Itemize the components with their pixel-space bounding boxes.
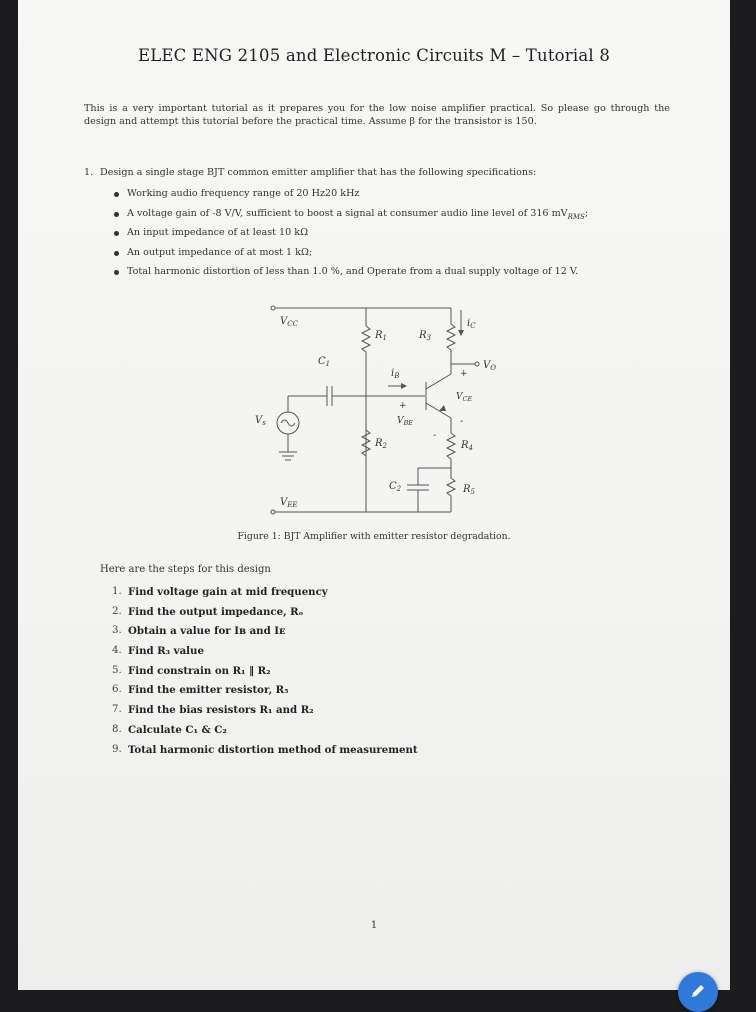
ic-label: $i_C$ xyxy=(467,318,476,330)
c1-label: $C_1$ xyxy=(318,356,331,368)
r5-label: $R_5$ xyxy=(463,484,475,496)
intro-paragraph: This is a very important tutorial as it prepares you for the low noise amplifier practical. So please go through the design and attempt this tutorial before the practical time. Assume β for the transistor is 150. xyxy=(84,103,670,128)
edit-button[interactable] xyxy=(678,972,718,1012)
bjt-amplifier-schematic xyxy=(243,296,523,526)
minus-vce: - xyxy=(460,416,464,427)
bullet-icon xyxy=(114,270,119,275)
bullet-icon xyxy=(114,192,119,197)
r4-label: $R_4$ xyxy=(461,440,473,452)
vs-label: $V_s$ xyxy=(255,415,266,427)
c2-label: $C_2$ xyxy=(389,481,402,493)
vce-label: $V_{CE}$ xyxy=(456,392,473,403)
plus-vbe: + xyxy=(399,401,407,411)
r3-label: $R_3$ xyxy=(419,330,431,342)
question-text: Design a single stage BJT common emitter amplifier that has the following specifications: xyxy=(100,167,537,178)
question-number: 1. xyxy=(84,167,94,178)
ib-label: $i_B$ xyxy=(391,368,400,380)
r1-label: $R_1$ xyxy=(375,330,387,342)
page-title: ELEC ENG 2105 and Electronic Circuits M – Tutorial 8 xyxy=(137,46,611,65)
r2-label: $R_2$ xyxy=(375,438,387,450)
vo-label: $V_O$ xyxy=(483,360,496,372)
bullet-icon xyxy=(114,251,119,256)
pencil-icon xyxy=(689,982,707,1000)
vee-label: $V_{EE}$ xyxy=(280,497,298,509)
minus-vbe: - xyxy=(433,430,437,441)
bullet-icon xyxy=(114,231,119,236)
plus-vo: + xyxy=(460,369,468,379)
document-page: ELEC ENG 2105 and Electronic Circuits M – Tutorial 8 This is a very important tutorial as it prepares you for the low noise amplifier practical. So please go through the design and attempt this tutorial before the practical time. Assume β for the transistor is 150. 1. Design a single stage BJT common emitter amplifier that has the following specifications: Working audio frequency range of 20 Hz20 kHz A voltage gain of -8 V/V, sufficient to boost a signal at consumer audio line level of 316 $mV_{RMS}$; An input impedance of at least 10 kΩ An output impedance of at most 1 kΩ; Total harmonic distortion of less than 1.0 %, and Operate from a dual supply voltage of 12 V. $V_{CC}$ $R_1$ $R_3$ $i_C$ $C_1$ $i_B$ + $V_O$ $V_{CE}$ + $V_{BE}$ - - $V_s$ $R_2$ $R_4$ $C_2$ $R_5$ $V_{EE}$ Figure 1: BJT Amplifier with emitter resistor degradation. Here are the steps for this design 1. Find voltage gain at mid frequency 2. Find the output impedance, Rₒ 3. Obtain a value for Iʙ and Iᴇ 4. Find R₃ value 5. Find constrain on R₁ ‖ R₂ 6. Find the emitter resistor, R₅ 7. Find the bias resistors R₁ and R₂ 8. Calculate C₁ & C₂ 9. Total harmonic distortion method of measurement 1 xyxy=(18,0,730,990)
steps-intro: Here are the steps for this design xyxy=(100,564,271,575)
vbe-label: $V_{BE}$ xyxy=(397,416,414,427)
page-number: 1 xyxy=(370,920,378,931)
bullet-icon xyxy=(114,212,119,217)
vcc-label: $V_{CC}$ xyxy=(280,316,298,328)
figure-caption: Figure 1: BJT Amplifier with emitter resistor degradation. xyxy=(237,531,511,542)
